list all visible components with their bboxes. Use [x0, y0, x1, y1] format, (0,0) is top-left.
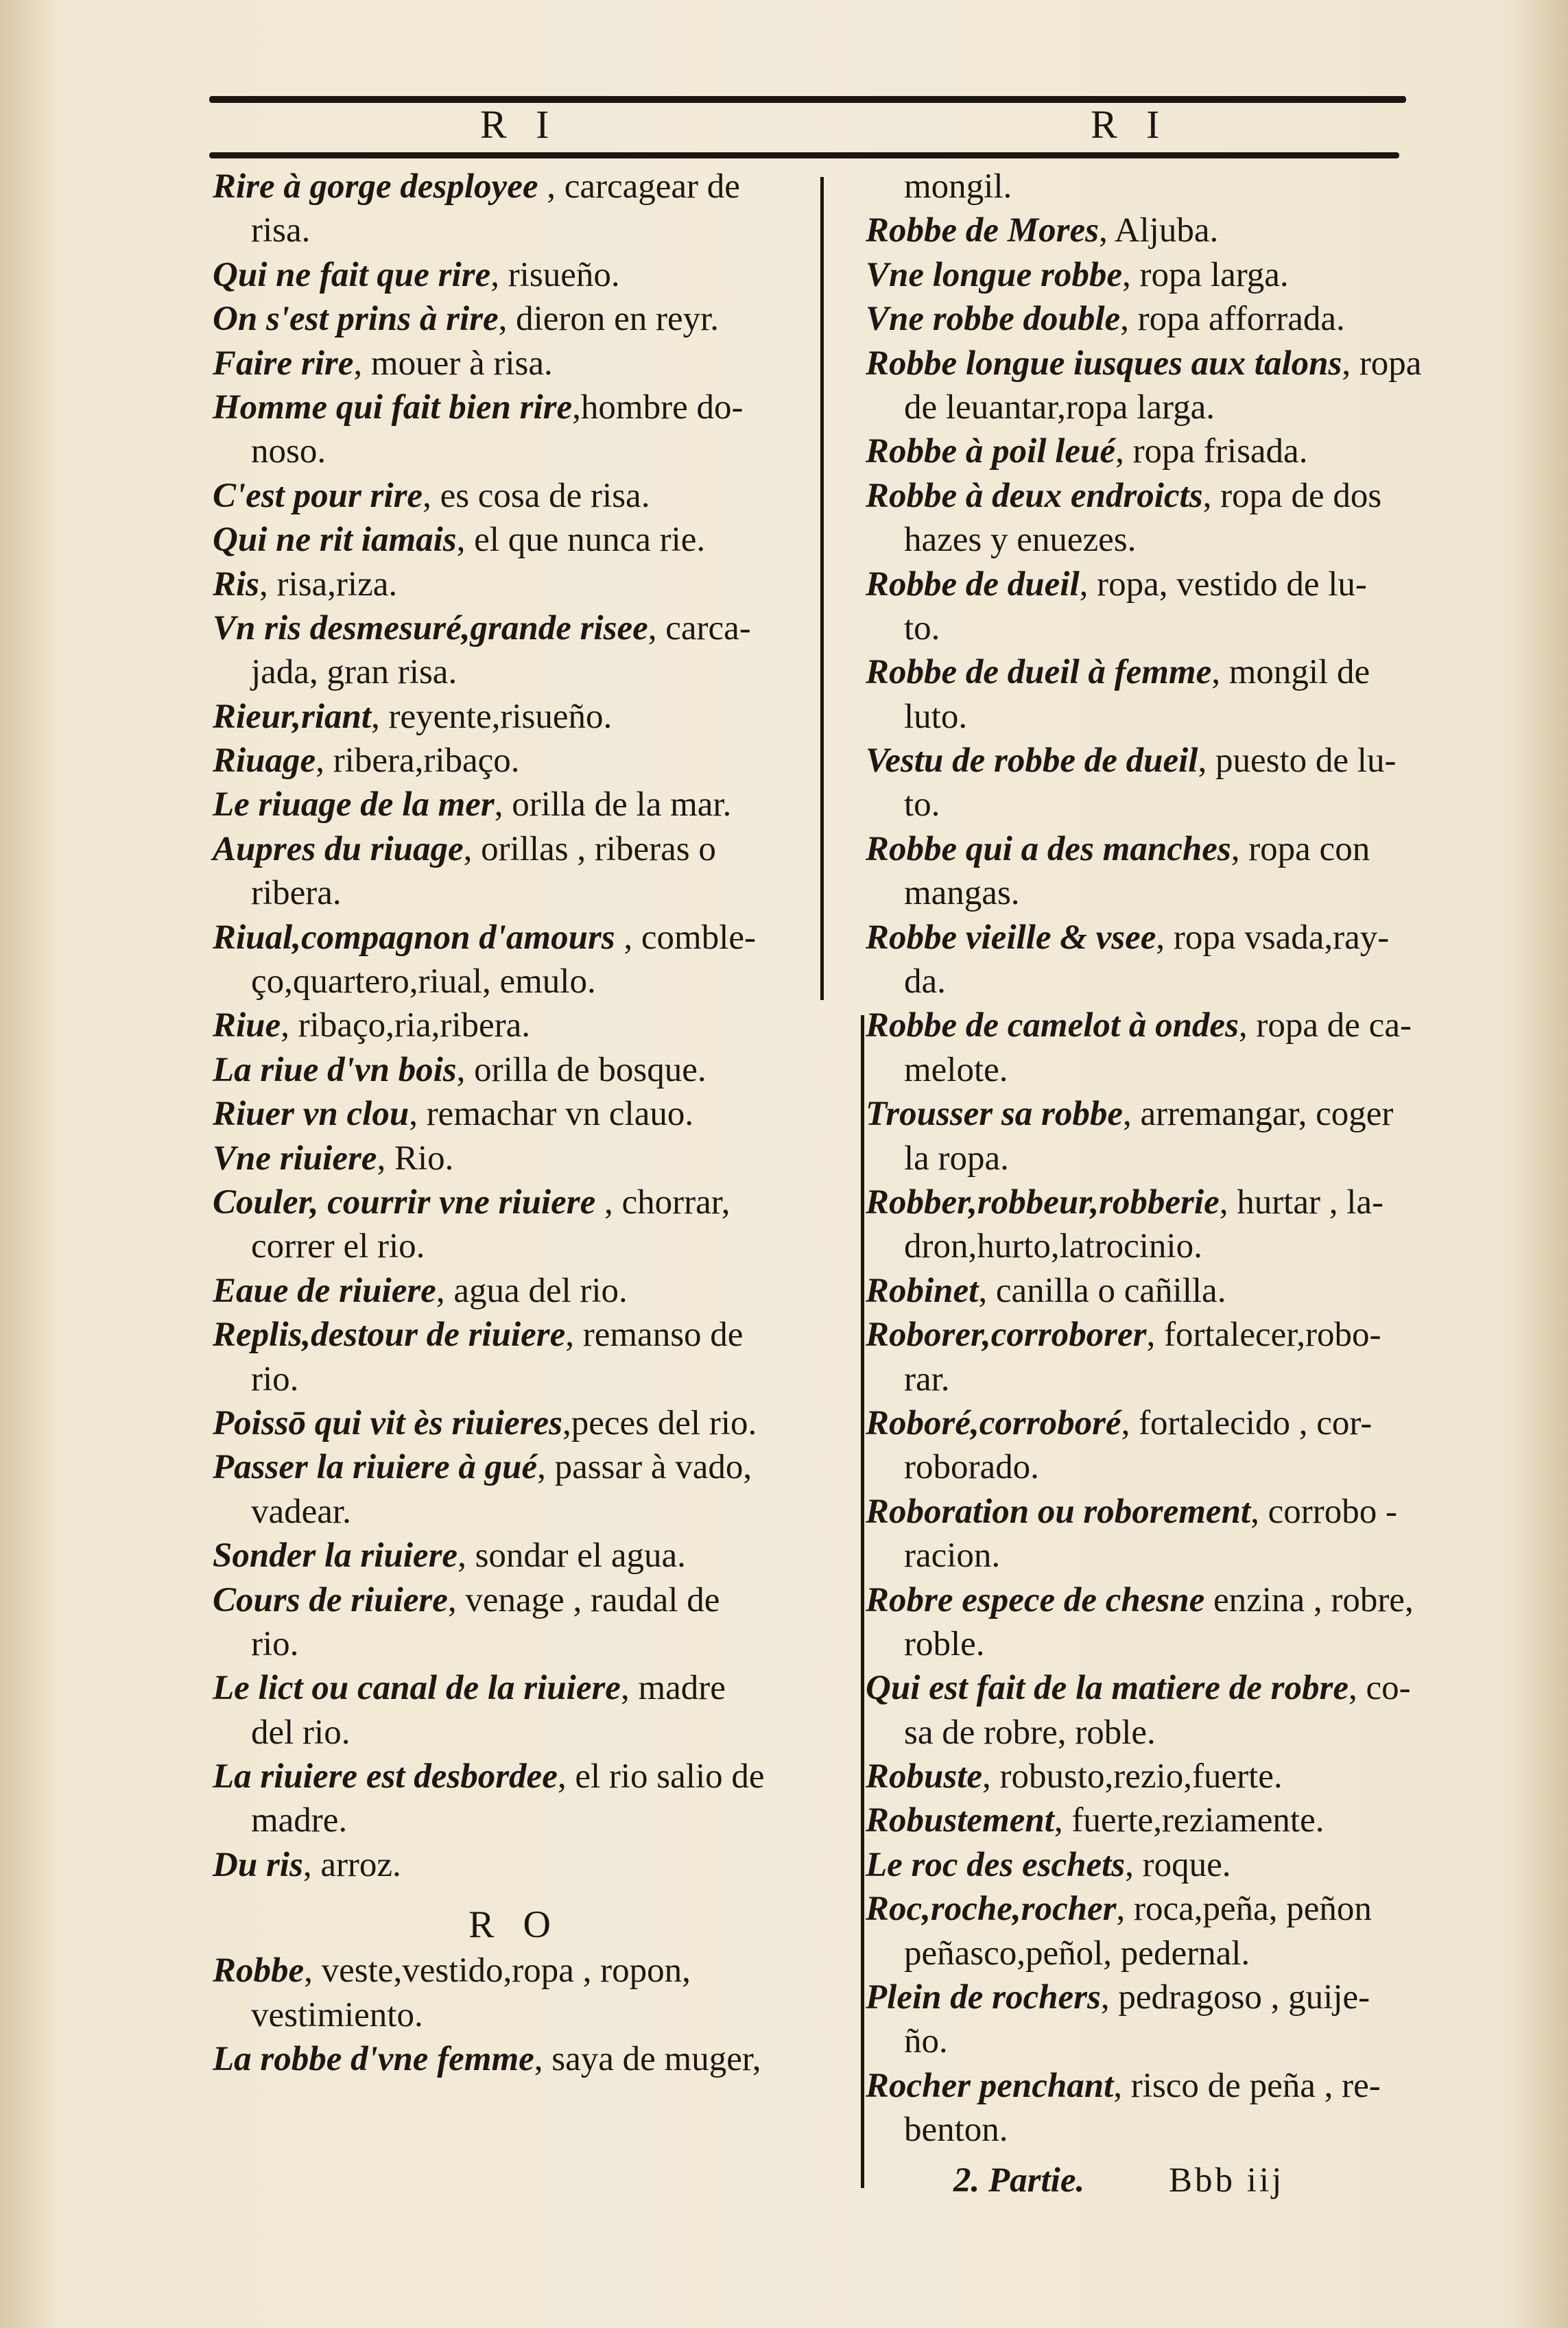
column-divider-upper [820, 177, 824, 1000]
dictionary-entry-line [213, 297, 816, 341]
dictionary-entry-line [213, 1048, 816, 1092]
entry-translation: , saya de muger, [534, 2040, 761, 2079]
entry-translation: to. [904, 608, 940, 648]
dictionary-entry-line [213, 562, 816, 606]
entry-headword: Plein de rochers [866, 1978, 1101, 2017]
entry-headword: Qui ne rit iamais [213, 521, 457, 560]
dictionary-entry-line [213, 1666, 816, 1710]
dictionary-entry-line [213, 385, 816, 429]
dictionary-entry-line [866, 1798, 1449, 1842]
entry-translation: madre. [251, 1801, 348, 1840]
entry-translation: , mongil de [1211, 653, 1370, 692]
entry-translation: , ropa larga. [1122, 255, 1289, 294]
entry-headword: Roborer,corroborer [866, 1316, 1147, 1355]
page-footer [953, 2161, 1284, 2200]
entry-translation: ,peces del rio. [562, 1403, 757, 1442]
entry-translation: ño. [904, 2022, 948, 2061]
dictionary-entry-line [866, 1534, 1449, 1578]
entry-translation: , fuerte,reziamente. [1054, 1801, 1325, 1840]
entry-translation: , el que nunca rie. [456, 521, 706, 560]
dictionary-entry-line [213, 1993, 816, 2037]
dictionary-entry-line [866, 2108, 1449, 2152]
dictionary-entry-line [213, 606, 816, 650]
entry-translation: , pedragoso , guije- [1100, 1978, 1370, 2017]
entry-headword: Robbe longue iusques aux talons [866, 344, 1342, 383]
entry-headword: Vne longue robbe [866, 255, 1123, 294]
entry-headword: Robbe qui a des manches [866, 829, 1231, 868]
dictionary-entry-line [213, 1092, 816, 1136]
entry-translation: vadear. [251, 1492, 351, 1531]
footer-signature: Bbb iij [1168, 2161, 1285, 2200]
entry-translation: , Aljuba. [1098, 211, 1219, 250]
left-entries [213, 165, 816, 1887]
dictionary-entry-line [213, 1755, 816, 1798]
entry-headword: Le roc des eschets [866, 1845, 1126, 1884]
dictionary-entry-line [866, 1932, 1449, 1975]
dictionary-entry-line [866, 1092, 1449, 1136]
dictionary-entry-line [213, 1445, 816, 1489]
entry-translation: , ropa [1342, 344, 1422, 383]
left-column [213, 165, 816, 2081]
entry-headword: Eaue de riuiere [213, 1271, 436, 1310]
entry-headword: Riual,compagnon d'amours [213, 918, 615, 957]
entry-translation: , orilla de la mar. [494, 785, 732, 824]
dictionary-entry-line [213, 1180, 816, 1224]
entry-translation: , passar à vado, [537, 1448, 752, 1487]
entry-translation: , ribera,ribaço. [316, 741, 520, 781]
entry-translation: del rio. [251, 1713, 351, 1752]
column-divider-lower [861, 1015, 864, 2188]
entry-headword: Poissō qui vit ès riuieres [213, 1403, 563, 1442]
right-column [866, 165, 1449, 2152]
dictionary-entry-line [866, 297, 1449, 341]
dictionary-entry-line [866, 1975, 1449, 2019]
entry-translation: racion. [904, 1536, 1001, 1576]
dictionary-entry-line [866, 1048, 1449, 1092]
dictionary-entry-line [866, 1755, 1449, 1798]
header-rule-top [209, 96, 1406, 103]
dictionary-entry-line [866, 562, 1449, 606]
entry-translation: , veste,vestido,ropa , ropon, [304, 1951, 691, 1991]
dictionary-entry-line [866, 1269, 1449, 1313]
dictionary-entry-line [866, 783, 1449, 827]
entry-headword: Passer la riuiere à gué [213, 1448, 538, 1487]
dictionary-entry-line [213, 429, 816, 473]
entry-translation: rio. [251, 1359, 299, 1399]
entry-translation: , madre [620, 1669, 726, 1708]
entry-headword: Homme qui fait bien rire [213, 388, 573, 427]
entry-headword: Roboration ou roborement [866, 1492, 1251, 1531]
entry-translation: , co- [1349, 1669, 1411, 1708]
entry-headword: Riuage [213, 741, 316, 781]
entry-translation: , agua del rio. [436, 1271, 628, 1310]
footer-part: 2. Partie. [953, 2161, 1085, 2200]
dictionary-entry-line [213, 1357, 816, 1401]
dictionary-entry-line [866, 650, 1449, 694]
entry-translation: , canilla o cañilla. [978, 1271, 1226, 1310]
entry-headword: Vne robbe double [866, 300, 1121, 339]
entry-translation: , fortalecido , cor- [1121, 1403, 1373, 1442]
entry-translation: , orilla de bosque. [456, 1050, 706, 1089]
dictionary-entry-line [213, 1843, 816, 1887]
entry-translation: , el rio salio de [557, 1757, 765, 1796]
entry-translation: , ropa con [1231, 829, 1370, 868]
dictionary-entry-line [866, 1622, 1449, 1666]
entry-translation: roble. [904, 1624, 985, 1663]
dictionary-entry-line [213, 1490, 816, 1534]
entry-translation: , carca- [648, 608, 751, 648]
dictionary-entry-line [866, 342, 1449, 385]
dictionary-entry-line [213, 827, 816, 871]
dictionary-entry-line [213, 739, 816, 783]
entry-translation: , ropa vsada,ray- [1156, 918, 1390, 957]
entry-translation: , risueño. [490, 255, 620, 294]
entry-headword: Robre espece de chesne [866, 1580, 1205, 1619]
entry-headword: La riuiere est desbordee [213, 1757, 558, 1796]
entry-translation: , dieron en reyr. [498, 300, 720, 339]
entry-translation: , orillas , riberas o [463, 829, 716, 868]
entry-headword: On s'est prins à rire [213, 300, 499, 339]
running-head-right: R I [1091, 102, 1169, 147]
entry-headword: Riuer vn clou [213, 1095, 409, 1134]
entry-translation: enzina , robre, [1204, 1580, 1414, 1619]
dictionary-entry-line [866, 518, 1449, 562]
dictionary-entry-line [213, 960, 816, 1003]
right-entries [866, 165, 1449, 2152]
entry-headword: Qui est fait de la matiere de robre [866, 1669, 1349, 1708]
dictionary-entry-line [213, 253, 816, 297]
entry-translation: , venage , raudal de [447, 1580, 720, 1619]
entry-translation: dron,hurto,latrocinio. [904, 1227, 1202, 1266]
entry-headword: Robinet [866, 1271, 979, 1310]
dictionary-entry-line [866, 739, 1449, 783]
entry-translation: roborado. [904, 1448, 1039, 1487]
dictionary-entry-line [213, 1711, 816, 1755]
entry-translation: vestimiento. [251, 1995, 423, 2034]
entry-translation: peñasco,peñol, pedernal. [904, 1934, 1250, 1973]
entry-translation: , robusto,rezio,fuerte. [982, 1757, 1283, 1796]
entry-translation: , risa,riza. [259, 565, 398, 604]
dictionary-entry-line [866, 209, 1449, 252]
entry-headword: Robbe de dueil à femme [866, 653, 1212, 692]
entry-headword: Riue [213, 1006, 281, 1045]
entry-translation: de leuantar,ropa larga. [904, 388, 1215, 427]
dictionary-entry-line [213, 2037, 816, 2081]
dictionary-entry-line [213, 783, 816, 827]
entry-translation: , Rio. [377, 1139, 454, 1178]
dictionary-entry-line [866, 960, 1449, 1003]
dictionary-entry-line [213, 474, 816, 518]
entry-headword: Robbe de dueil [866, 565, 1080, 604]
dictionary-entry-line [213, 518, 816, 562]
entry-headword: Vn ris desmesuré,grande risee [213, 608, 648, 648]
entry-translation: , ropa frisada. [1115, 432, 1308, 471]
entry-translation: melote. [904, 1050, 1008, 1089]
dictionary-entry-line [213, 1578, 816, 1622]
dictionary-entry-line [866, 1490, 1449, 1534]
dictionary-entry-line [866, 1137, 1449, 1180]
entry-translation: , remachar vn clauo. [409, 1095, 694, 1134]
dictionary-entry-line [866, 474, 1449, 518]
dictionary-entry-line [866, 606, 1449, 650]
dictionary-entry-line [866, 253, 1449, 297]
entry-headword: Couler, courrir vne riuiere [213, 1183, 596, 1222]
entry-translation: , ropa, vestido de lu- [1079, 565, 1367, 604]
entry-translation: jada, gran risa. [251, 653, 458, 692]
entry-headword: Robbe à deux endroicts [866, 476, 1203, 515]
dictionary-entry-line [213, 342, 816, 385]
dictionary-entry-line [866, 2019, 1449, 2063]
entry-headword: Robbe de camelot à ondes [866, 1006, 1239, 1045]
dictionary-entry-line [866, 2064, 1449, 2108]
entry-translation: risa. [251, 211, 311, 250]
dictionary-entry-line [866, 916, 1449, 960]
entry-translation: , risco de peña , re- [1113, 2066, 1381, 2105]
dictionary-entry-line [866, 1180, 1449, 1224]
entry-headword: Roc,roche,rocher [866, 1890, 1117, 1929]
left-ro-entries [213, 1949, 816, 2081]
dictionary-entry-line [866, 385, 1449, 429]
entry-translation: da. [904, 962, 946, 1001]
section-heading: R O [468, 1903, 560, 1947]
entry-headword: Le riuage de la mer [213, 785, 495, 824]
entry-translation: noso. [251, 432, 326, 471]
entry-headword: Vne riuiere [213, 1139, 377, 1178]
entry-headword: Faire rire [213, 344, 354, 383]
entry-headword: Trousser sa robbe [866, 1095, 1123, 1134]
entry-headword: Robuste [866, 1757, 983, 1796]
entry-headword: Rocher penchant [866, 2066, 1114, 2105]
entry-translation: ,hombre do- [572, 388, 744, 427]
entry-headword: Qui ne fait que rire [213, 255, 491, 294]
entry-headword: Robustement [866, 1801, 1054, 1840]
entry-headword: La riue d'vn bois [213, 1050, 457, 1089]
dictionary-entry-line [213, 1949, 816, 1993]
entry-translation: , comble- [615, 918, 757, 957]
entry-translation: ribera. [251, 874, 342, 913]
entry-translation: rio. [251, 1624, 299, 1663]
entry-headword: Robber,robbeur,robberie [866, 1183, 1220, 1222]
dictionary-entry-line [866, 429, 1449, 473]
entry-headword: Aupres du riuage [213, 829, 464, 868]
entry-translation: , arremangar, coger [1122, 1095, 1394, 1134]
dictionary-entry-line [213, 165, 816, 209]
dictionary-entry-line [213, 1003, 816, 1047]
entry-translation: , carcagear de [538, 167, 740, 206]
entry-translation: la ropa. [904, 1139, 1009, 1178]
entry-headword: Rire à gorge desployee [213, 167, 538, 206]
dictionary-entry-line [866, 1711, 1449, 1755]
entry-translation: , ribaço,ria,ribera. [281, 1006, 531, 1045]
entry-translation: , es cosa de risa. [423, 476, 650, 515]
entry-translation: , corrobo - [1250, 1492, 1397, 1531]
entry-translation: ço,quartero,riual, emulo. [251, 962, 596, 1001]
entry-translation: , roque. [1125, 1845, 1231, 1884]
dictionary-entry-line [213, 1269, 816, 1313]
dictionary-entry-line [866, 1666, 1449, 1710]
entry-translation: , ropa afforrada. [1120, 300, 1345, 339]
entry-headword: La robbe d'vne femme [213, 2040, 534, 2079]
entry-translation: mangas. [904, 874, 1020, 913]
dictionary-entry-line [866, 1401, 1449, 1445]
dictionary-entry-line [866, 1578, 1449, 1622]
dictionary-entry-line [213, 871, 816, 915]
entry-headword: Vestu de robbe de dueil [866, 741, 1198, 781]
entry-translation: , remanso de [565, 1316, 744, 1355]
entry-headword: Le lict ou canal de la riuiere [213, 1669, 621, 1708]
dictionary-entry-line [213, 695, 816, 739]
entry-headword: Roboré,corroboré [866, 1403, 1121, 1442]
dictionary-entry-line [866, 1224, 1449, 1268]
entry-headword: Robbe à poil leué [866, 432, 1116, 471]
dictionary-entry-line [866, 1003, 1449, 1047]
dictionary-entry-line [866, 1313, 1449, 1357]
dictionary-entry-line [866, 165, 1449, 209]
entry-translation: , chorrar, [595, 1183, 730, 1222]
entry-translation: , roca,peña, peñon [1116, 1890, 1372, 1929]
entry-translation: benton. [904, 2111, 1008, 2150]
dictionary-entry-line [866, 1887, 1449, 1931]
entry-headword: C'est pour rire [213, 476, 423, 515]
entry-translation: rar. [904, 1359, 950, 1399]
entry-translation: correr el rio. [251, 1227, 425, 1266]
entry-headword: Robbe [213, 1951, 305, 1991]
entry-translation: , mouer à risa. [353, 344, 553, 383]
dictionary-entry-line [213, 1224, 816, 1268]
dictionary-entry-line [213, 1401, 816, 1445]
running-head-left: R I [480, 102, 559, 147]
entry-headword: Robbe de Mores [866, 211, 1099, 250]
entry-headword: Rieur,riant [213, 697, 372, 736]
entry-translation: , fortalecer,robo- [1146, 1316, 1381, 1355]
dictionary-entry-line [866, 1357, 1449, 1401]
dictionary-entry-line [213, 1313, 816, 1357]
entry-headword: Replis,destour de riuiere [213, 1316, 566, 1355]
entry-translation: sa de robre, roble. [904, 1713, 1156, 1752]
entry-translation: to. [904, 785, 940, 824]
dictionary-entry-line [213, 209, 816, 252]
dictionary-entry-line [866, 871, 1449, 915]
entry-headword: Robbe vieille & vsee [866, 918, 1156, 957]
entry-translation: , hurtar , la- [1219, 1183, 1384, 1222]
dictionary-entry-line [866, 1843, 1449, 1887]
dictionary-entry-line [213, 1534, 816, 1578]
dictionary-entry-line [866, 695, 1449, 739]
entry-translation: , ropa de dos [1202, 476, 1382, 515]
entry-translation: , sondar el agua. [458, 1536, 686, 1576]
entry-headword: Ris [213, 565, 260, 604]
header-rule-bottom [209, 152, 1399, 158]
dictionary-entry-line [213, 650, 816, 694]
dictionary-entry-line [213, 1798, 816, 1842]
entry-translation: hazes y enuezes. [904, 521, 1137, 560]
entry-headword: Cours de riuiere [213, 1580, 448, 1619]
entry-translation: , arroz. [302, 1845, 401, 1884]
dictionary-entry-line [866, 1445, 1449, 1489]
entry-headword: Du ris [213, 1845, 303, 1884]
dictionary-entry-line [213, 1137, 816, 1180]
entry-translation: luto. [904, 697, 968, 736]
dictionary-entry-line [213, 1622, 816, 1666]
entry-translation: mongil. [904, 167, 1012, 206]
entry-translation: , reyente,risueño. [371, 697, 613, 736]
entry-translation: , ropa de ca- [1238, 1006, 1412, 1045]
dictionary-entry-line [213, 916, 816, 960]
dictionary-entry-line [866, 827, 1449, 871]
entry-translation: , puesto de lu- [1198, 741, 1397, 781]
entry-headword: Sonder la riuiere [213, 1536, 458, 1576]
